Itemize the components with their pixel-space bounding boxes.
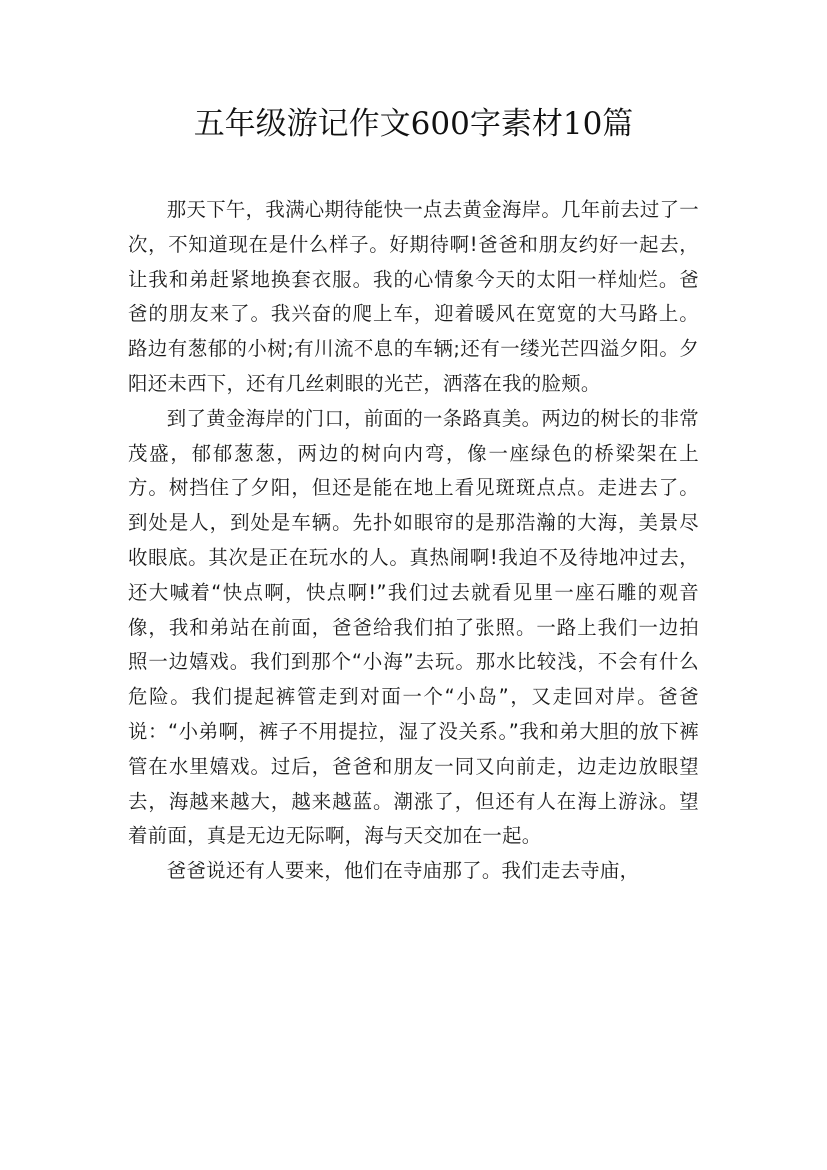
document-title: 五年级游记作文600字素材10篇: [193, 106, 634, 142]
paragraph-2: 到了黄金海岸的门口，前面的一条路真美。两边的树长的非常茂盛，郁郁葱葱，两边的树向内弯，像一座绿色的桥梁架在上方。树挡住了夕阳，但还是能在地上看见斑斑点点。走进去了。到处是人，到处是车辆。先扑如眼帘的是那浩瀚的大海，美景尽收眼底。其次是正在玩水的人。真热闹啊!我迫不及待地冲过去，还大喊着“快点啊，快点啊!”我们过去就看见里一座石雕的观音像，我和弟站在前面，爸爸给我们拍了张照。一路上我们一边拍照一边嬉戏。我们到那个“小海”去玩。那水比较浅，不会有什么危险。我们提起裤管走到对面一个“小岛”，又走回对岸。爸爸说：“小弟啊，裤子不用提拉，湿了没关系。”我和弟大胆的放下裤管在水里嬉戏。过后，爸爸和朋友一同又向前走，边走边放眼望去，海越来越大，越来越蓝。潮涨了，但还有人在海上游泳。望着前面，真是无边无际啊，海与天交加在一起。: [128, 406, 699, 848]
document-body: [128, 193, 699, 889]
paragraph-3: 爸爸说还有人要来，他们在寺庙那了。我们走去寺庙，: [166, 859, 640, 883]
paragraph-1: 那天下午，我满心期待能快一点去黄金海岸。几年前去过了一次，不知道现在是什么样子。好期待啊!爸爸和朋友约好一起去，让我和弟赶紧地换套衣服。我的心情象今天的太阳一样灿烂。爸爸的朋友来了。我兴奋的爬上车，迎着暖风在宽宽的大马路上。路边有葱郁的小树;有川流不息的车辆;还有一缕光芒四溢夕阳。夕阳还未西下，还有几丝刺眼的光芒，洒落在我的脸颊。: [128, 198, 699, 395]
